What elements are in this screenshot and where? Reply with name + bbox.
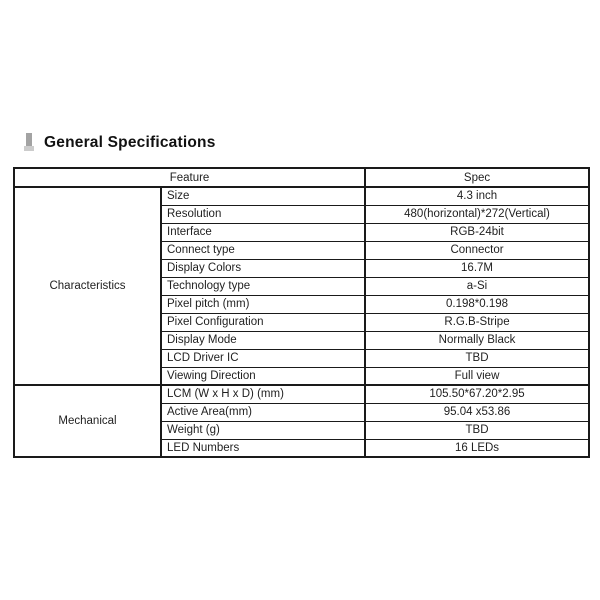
spec-cell: a-Si bbox=[365, 277, 589, 295]
category-cell: Mechanical bbox=[14, 385, 161, 457]
spec-cell: TBD bbox=[365, 421, 589, 439]
page-title: General Specifications bbox=[44, 133, 216, 151]
spec-cell: 0.198*0.198 bbox=[365, 295, 589, 313]
feature-cell: Viewing Direction bbox=[161, 367, 365, 385]
spec-cell: Connector bbox=[365, 241, 589, 259]
feature-cell: Size bbox=[161, 187, 365, 205]
table-row bbox=[14, 385, 589, 403]
feature-cell: Active Area(mm) bbox=[161, 403, 365, 421]
feature-cell: Technology type bbox=[161, 277, 365, 295]
category-cell: Characteristics bbox=[14, 187, 161, 385]
feature-column-header: Feature bbox=[14, 168, 365, 187]
spec-cell: 16 LEDs bbox=[365, 439, 589, 457]
spec-cell: R.G.B-Stripe bbox=[365, 313, 589, 331]
spec-cell: RGB-24bit bbox=[365, 223, 589, 241]
spec-cell: 480(horizontal)*272(Vertical) bbox=[365, 205, 589, 223]
feature-cell: Display Mode bbox=[161, 331, 365, 349]
spec-cell: 105.50*67.20*2.95 bbox=[365, 385, 589, 403]
feature-cell: LCM (W x H x D) (mm) bbox=[161, 385, 365, 403]
feature-cell: Weight (g) bbox=[161, 421, 365, 439]
spec-cell: 16.7M bbox=[365, 259, 589, 277]
spec-table-body bbox=[14, 187, 589, 457]
spec-cell: TBD bbox=[365, 349, 589, 367]
feature-cell: Connect type bbox=[161, 241, 365, 259]
table-header-row bbox=[14, 168, 589, 187]
spec-cell: 95.04 x53.86 bbox=[365, 403, 589, 421]
feature-cell: LCD Driver IC bbox=[161, 349, 365, 367]
spec-cell: Full view bbox=[365, 367, 589, 385]
section-heading bbox=[24, 133, 216, 151]
feature-cell: Interface bbox=[161, 223, 365, 241]
feature-cell: Display Colors bbox=[161, 259, 365, 277]
feature-cell: Pixel pitch (mm) bbox=[161, 295, 365, 313]
spec-cell: 4.3 inch bbox=[365, 187, 589, 205]
bullet-icon bbox=[24, 133, 35, 151]
spec-cell: Normally Black bbox=[365, 331, 589, 349]
feature-cell: Resolution bbox=[161, 205, 365, 223]
feature-cell: Pixel Configuration bbox=[161, 313, 365, 331]
feature-cell: LED Numbers bbox=[161, 439, 365, 457]
table-row bbox=[14, 187, 589, 205]
spec-column-header: Spec bbox=[365, 168, 589, 187]
general-specifications-table bbox=[13, 167, 590, 458]
